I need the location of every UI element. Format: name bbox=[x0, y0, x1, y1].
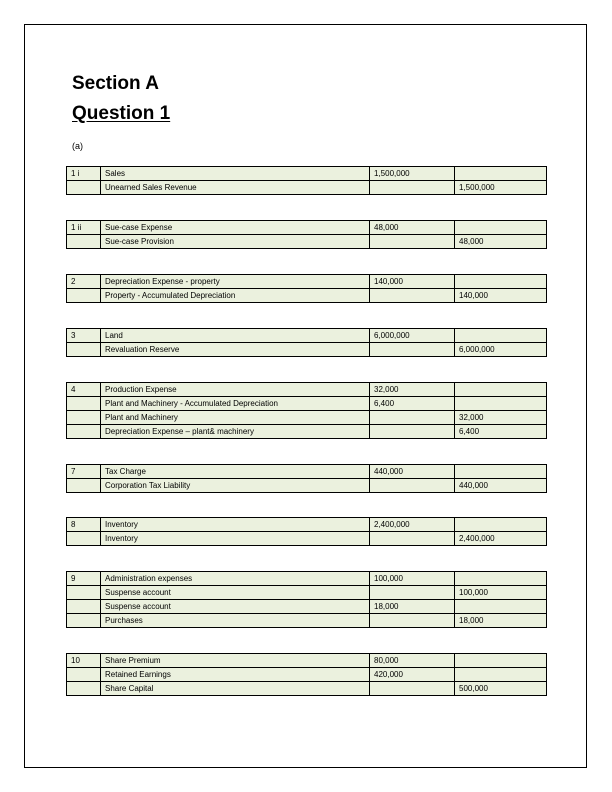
account-cell: Share Capital bbox=[101, 682, 370, 696]
account-cell: Administration expenses bbox=[101, 572, 370, 586]
entry-number-cell: 1 i bbox=[67, 167, 101, 181]
debit-cell: 80,000 bbox=[370, 654, 455, 668]
part-label: (a) bbox=[72, 141, 83, 151]
account-cell: Suspense account bbox=[101, 586, 370, 600]
credit-cell: 6,400 bbox=[455, 425, 547, 439]
account-cell: Production Expense bbox=[101, 383, 370, 397]
credit-cell bbox=[455, 600, 547, 614]
journal-row bbox=[67, 235, 547, 249]
credit-cell: 2,400,000 bbox=[455, 532, 547, 546]
entry-number-cell bbox=[67, 682, 101, 696]
credit-cell: 140,000 bbox=[455, 289, 547, 303]
journal-row bbox=[67, 411, 547, 425]
entry-number-cell bbox=[67, 411, 101, 425]
credit-cell bbox=[455, 221, 547, 235]
entry-number-cell bbox=[67, 668, 101, 682]
journal-row bbox=[67, 532, 547, 546]
credit-cell bbox=[455, 518, 547, 532]
credit-cell bbox=[455, 572, 547, 586]
journal-row bbox=[67, 600, 547, 614]
journal-row bbox=[67, 329, 547, 343]
debit-cell bbox=[370, 235, 455, 249]
account-cell: Unearned Sales Revenue bbox=[101, 181, 370, 195]
credit-cell bbox=[455, 465, 547, 479]
account-cell: Retained Earnings bbox=[101, 668, 370, 682]
debit-cell: 2,400,000 bbox=[370, 518, 455, 532]
debit-cell bbox=[370, 289, 455, 303]
entry-number-cell bbox=[67, 235, 101, 249]
debit-cell bbox=[370, 181, 455, 195]
entry-number-cell: 2 bbox=[67, 275, 101, 289]
debit-cell bbox=[370, 343, 455, 357]
entry-number-cell bbox=[67, 532, 101, 546]
account-cell: Purchases bbox=[101, 614, 370, 628]
journal-entry-table bbox=[66, 274, 547, 303]
journal-row bbox=[67, 289, 547, 303]
account-cell: Share Premium bbox=[101, 654, 370, 668]
debit-cell: 100,000 bbox=[370, 572, 455, 586]
entry-number-cell: 8 bbox=[67, 518, 101, 532]
account-cell: Sue-case Expense bbox=[101, 221, 370, 235]
credit-cell: 500,000 bbox=[455, 682, 547, 696]
journal-entry-table bbox=[66, 653, 547, 696]
entry-number-cell bbox=[67, 181, 101, 195]
account-cell: Revaluation Reserve bbox=[101, 343, 370, 357]
journal-row bbox=[67, 654, 547, 668]
entry-number-cell bbox=[67, 289, 101, 303]
credit-cell bbox=[455, 668, 547, 682]
journal-row bbox=[67, 682, 547, 696]
account-cell: Inventory bbox=[101, 532, 370, 546]
journal-entry-table bbox=[66, 166, 547, 195]
entry-number-cell bbox=[67, 614, 101, 628]
account-cell: Depreciation Expense - property bbox=[101, 275, 370, 289]
debit-cell bbox=[370, 586, 455, 600]
credit-cell bbox=[455, 383, 547, 397]
debit-cell bbox=[370, 479, 455, 493]
account-cell: Plant and Machinery - Accumulated Depreciation bbox=[101, 397, 370, 411]
credit-cell bbox=[455, 167, 547, 181]
entry-number-cell: 9 bbox=[67, 572, 101, 586]
journal-row bbox=[67, 425, 547, 439]
journal-row bbox=[67, 668, 547, 682]
credit-cell: 1,500,000 bbox=[455, 181, 547, 195]
credit-cell: 18,000 bbox=[455, 614, 547, 628]
credit-cell: 48,000 bbox=[455, 235, 547, 249]
journal-row bbox=[67, 397, 547, 411]
journal-entry-table bbox=[66, 382, 547, 439]
credit-cell bbox=[455, 654, 547, 668]
journal-entry-table bbox=[66, 517, 547, 546]
entry-number-cell: 1 ii bbox=[67, 221, 101, 235]
debit-cell bbox=[370, 532, 455, 546]
debit-cell: 18,000 bbox=[370, 600, 455, 614]
credit-cell: 32,000 bbox=[455, 411, 547, 425]
credit-cell bbox=[455, 329, 547, 343]
debit-cell bbox=[370, 614, 455, 628]
debit-cell: 6,000,000 bbox=[370, 329, 455, 343]
debit-cell: 32,000 bbox=[370, 383, 455, 397]
journal-row bbox=[67, 586, 547, 600]
question-title: Question 1 bbox=[72, 103, 171, 124]
debit-cell: 48,000 bbox=[370, 221, 455, 235]
debit-cell: 440,000 bbox=[370, 465, 455, 479]
debit-cell: 1,500,000 bbox=[370, 167, 455, 181]
account-cell: Property - Accumulated Depreciation bbox=[101, 289, 370, 303]
entry-number-cell bbox=[67, 343, 101, 357]
journal-entry-table bbox=[66, 220, 547, 249]
journal-row bbox=[67, 221, 547, 235]
account-cell: Corporation Tax Liability bbox=[101, 479, 370, 493]
journal-row bbox=[67, 181, 547, 195]
entry-number-cell: 10 bbox=[67, 654, 101, 668]
account-cell: Depreciation Expense – plant& machinery bbox=[101, 425, 370, 439]
journal-row bbox=[67, 518, 547, 532]
journal-row bbox=[67, 383, 547, 397]
account-cell: Land bbox=[101, 329, 370, 343]
entry-number-cell bbox=[67, 479, 101, 493]
account-cell: Sue-case Provision bbox=[101, 235, 370, 249]
debit-cell: 6,400 bbox=[370, 397, 455, 411]
account-cell: Tax Charge bbox=[101, 465, 370, 479]
journal-row bbox=[67, 275, 547, 289]
journal-row bbox=[67, 465, 547, 479]
entry-number-cell bbox=[67, 397, 101, 411]
debit-cell: 420,000 bbox=[370, 668, 455, 682]
account-cell: Suspense account bbox=[101, 600, 370, 614]
journal-row bbox=[67, 167, 547, 181]
journal-entry-table bbox=[66, 571, 547, 628]
account-cell: Sales bbox=[101, 167, 370, 181]
entry-number-cell: 7 bbox=[67, 465, 101, 479]
journal-row bbox=[67, 572, 547, 586]
entry-number-cell bbox=[67, 425, 101, 439]
credit-cell bbox=[455, 275, 547, 289]
section-title: Section A bbox=[72, 73, 159, 94]
credit-cell: 100,000 bbox=[455, 586, 547, 600]
journal-entry-table bbox=[66, 464, 547, 493]
entry-number-cell bbox=[67, 586, 101, 600]
credit-cell: 440,000 bbox=[455, 479, 547, 493]
journal-row bbox=[67, 479, 547, 493]
debit-cell bbox=[370, 411, 455, 425]
account-cell: Plant and Machinery bbox=[101, 411, 370, 425]
journal-entry-table bbox=[66, 328, 547, 357]
debit-cell bbox=[370, 682, 455, 696]
credit-cell: 6,000,000 bbox=[455, 343, 547, 357]
account-cell: Inventory bbox=[101, 518, 370, 532]
credit-cell bbox=[455, 397, 547, 411]
debit-cell: 140,000 bbox=[370, 275, 455, 289]
journal-row bbox=[67, 614, 547, 628]
journal-row bbox=[67, 343, 547, 357]
entry-number-cell: 4 bbox=[67, 383, 101, 397]
debit-cell bbox=[370, 425, 455, 439]
entry-number-cell: 3 bbox=[67, 329, 101, 343]
entry-number-cell bbox=[67, 600, 101, 614]
